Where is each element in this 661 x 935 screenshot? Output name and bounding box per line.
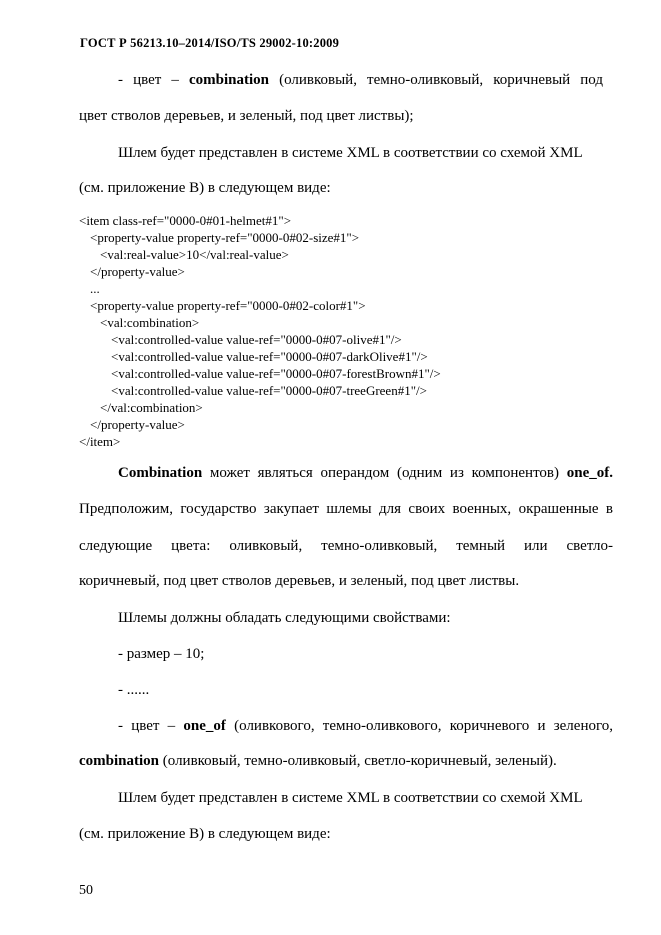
code-line: <val:controlled-value value-ref="0000-0#07-darkOlive#1"/> (111, 349, 428, 364)
code-line: <val:real-value>10</val:real-value> (100, 247, 289, 262)
paragraph-line: Предположим, государство закупает шлемы для своих военных, окрашенные в (79, 501, 613, 517)
paragraph-line: коричневый, под цвет стволов деревьев, и зеленый, под цвет листвы. (79, 573, 520, 589)
text: (оливковый, темно-оливковый, коричневый под (269, 72, 603, 88)
keyword-combination: Combination (118, 465, 203, 481)
keyword-combination: combination (189, 72, 270, 88)
paragraph-line: следующие цвета: оливковый, темно-оливковый, темный или светло- (79, 538, 613, 554)
keyword-combination: combination (79, 753, 160, 769)
text: (оливковый, темно-оливковый, светло-коричневый, зеленый). (159, 753, 557, 769)
paragraph-line: Шлем будет представлен в системе XML в соответствии со схемой XML (118, 790, 583, 806)
text: - цвет – (118, 72, 189, 88)
code-line: </property-value> (90, 264, 185, 279)
text: может являться операндом (одним из компонентов) (202, 465, 567, 481)
code-line: <val:controlled-value value-ref="0000-0#07-olive#1"/> (111, 332, 402, 347)
keyword-one-of: one_of. (566, 465, 613, 481)
code-line: </item> (79, 434, 121, 449)
code-line: <val:controlled-value value-ref="0000-0#07-treeGreen#1"/> (111, 383, 427, 398)
list-item: - размер – 10; (118, 646, 205, 662)
text: (оливкового, темно-оливкового, коричневого и зеленого, (225, 718, 614, 734)
paragraph-line: Шлемы должны обладать следующими свойствами: (118, 610, 451, 626)
code-line: <property-value property-ref="0000-0#02-color#1"> (90, 298, 366, 313)
list-item (118, 717, 613, 735)
paragraph-line (79, 752, 557, 770)
code-line: </val:combination> (100, 400, 203, 415)
keyword-one-of: one_of (183, 718, 226, 734)
paragraph-line: Шлем будет представлен в системе XML в соответствии со схемой XML (118, 145, 583, 161)
code-line: <item class-ref="0000-0#01-helmet#1"> (79, 213, 292, 228)
code-line: </property-value> (90, 417, 185, 432)
paragraph-line: (см. приложение В) в следующем виде: (79, 180, 331, 196)
paragraph-line (118, 464, 613, 482)
code-line: ... (90, 281, 100, 296)
document-header: ГОСТ Р 56213.10–2014/ISO/TS 29002-10:2009 (80, 36, 340, 50)
page-number: 50 (79, 883, 93, 898)
paragraph-line: цвет стволов деревьев, и зеленый, под цвет листвы); (79, 108, 414, 124)
code-line: <property-value property-ref="0000-0#02-size#1"> (90, 230, 360, 245)
paragraph-line: (см. приложение В) в следующем виде: (79, 826, 331, 842)
code-line: <val:combination> (100, 315, 200, 330)
paragraph-color-line (118, 71, 603, 89)
list-item: - ...... (118, 682, 150, 698)
code-line: <val:controlled-value value-ref="0000-0#07-forestBrown#1"/> (111, 366, 441, 381)
text: - цвет – (118, 718, 184, 734)
